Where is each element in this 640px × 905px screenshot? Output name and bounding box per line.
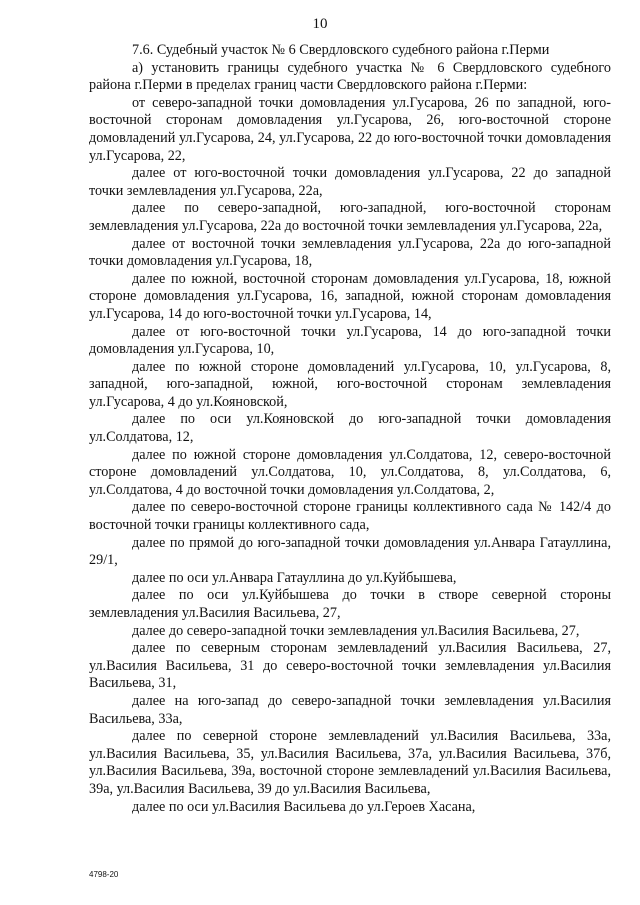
paragraph: далее на юго-запад до северо-западной точки землевладения ул.Василия Васильева, 33а,	[89, 692, 611, 727]
paragraph: далее от восточной точки землевладения ул.Гусарова, 22а до юго-западной точки домовладения ул.Гусарова, 18,	[89, 235, 611, 270]
page-number: 10	[312, 16, 328, 32]
paragraph: далее по северным сторонам землевладений ул.Василия Васильева, 27, ул.Василия Васильева, 31 до северо-восточной точки землевладения ул.Василия Васильева, 31,	[89, 640, 611, 692]
paragraph: далее по северо-западной, юго-западной, юго-восточной сторонам землевладения ул.Гусарова, 22а до восточной точки землевладения ул.Гусарова, 22а,	[89, 200, 611, 234]
paragraph: далее по оси ул.Кояновской до юго-западной точки домовладения ул.Солдатова, 12,	[89, 411, 611, 446]
paragraph: далее по прямой до юго-западной точки домовладения ул.Анвара Гатауллина, 29/1,	[89, 534, 611, 569]
paragraph: далее по оси ул.Анвара Гатауллина до ул.Куйбышева,	[132, 569, 457, 586]
paragraph: от северо-западной точки домовладения ул.Гусарова, 26 по западной, юго-восточной сторонам домовладения ул.Гусарова, 26, юго-восточной стороне домовладений ул.Гусарова, 24, ул.Гусарова, 22 до юго-восточной точки домовладения ул.Гусарова, 22,	[89, 94, 611, 164]
paragraph: далее до северо-западной точки землевладения ул.Василия Васильева, 27,	[132, 622, 580, 639]
paragraph: далее от юго-восточной точки ул.Гусарова, 14 до юго-западной точки домовладения ул.Гусарова, 10,	[89, 323, 611, 358]
paragraph: далее по северной стороне землевладений ул.Василия Васильева, 33а, ул.Василия Васильева, 35, ул.Василия Васильева, 37а, ул.Василия Васильева, 37б, ул.Василия Васильева, 39а, восточной стороне землевладений ул.Василия Васильева, 39а, ул.Василия Васильева, 39 до ул.Василия Васильева,	[89, 728, 611, 797]
paragraph: далее по оси ул.Василия Васильева до ул.Героев Хасана,	[132, 798, 476, 815]
paragraph: далее по южной стороне домовладения ул.Солдатова, 12, северо-восточной стороне домовладений ул.Солдатова, 10, ул.Солдатова, 8, ул.Солдатова, 6, ул.Солдатова, 4 до восточной точки домовладения ул.Солдатова, 2,	[89, 446, 611, 498]
paragraph: далее по северо-восточной стороне границы коллективного сада № 142/4 до восточной точки границы коллективного сада,	[89, 499, 611, 534]
paragraph: далее по оси ул.Куйбышева до точки в створе северной стороны землевладения ул.Василия Васильева, 27,	[89, 587, 611, 621]
paragraph: а) установить границы судебного участка № 6 Свердловского судебного района г.Перми в пределах границ части Свердловского района г.Перми:	[89, 59, 611, 94]
paragraph: далее от юго-восточной точки домовладения ул.Гусарова, 22 до западной точки землевладения ул.Гусарова, 22а,	[89, 165, 611, 199]
document-body	[89, 42, 611, 816]
document-code-footer: 4798-20	[89, 870, 119, 879]
paragraph: далее по южной, восточной сторонам домовладения ул.Гусарова, 18, южной стороне домовладения ул.Гусарова, 16, западной, южной сторонам домовладения ул.Гусарова, 14 до юго-восточной точки ул.Гусарова, 14,	[89, 270, 611, 322]
section-heading: 7.6. Судебный участок № 6 Свердловского судебного района г.Перми	[132, 42, 550, 58]
paragraph: далее по южной стороне домовладений ул.Гусарова, 10, ул.Гусарова, 8, западной, юго-западной, южной, юго-восточной сторонам землевладения ул.Гусарова, 4 до ул.Кояновской,	[89, 358, 611, 410]
